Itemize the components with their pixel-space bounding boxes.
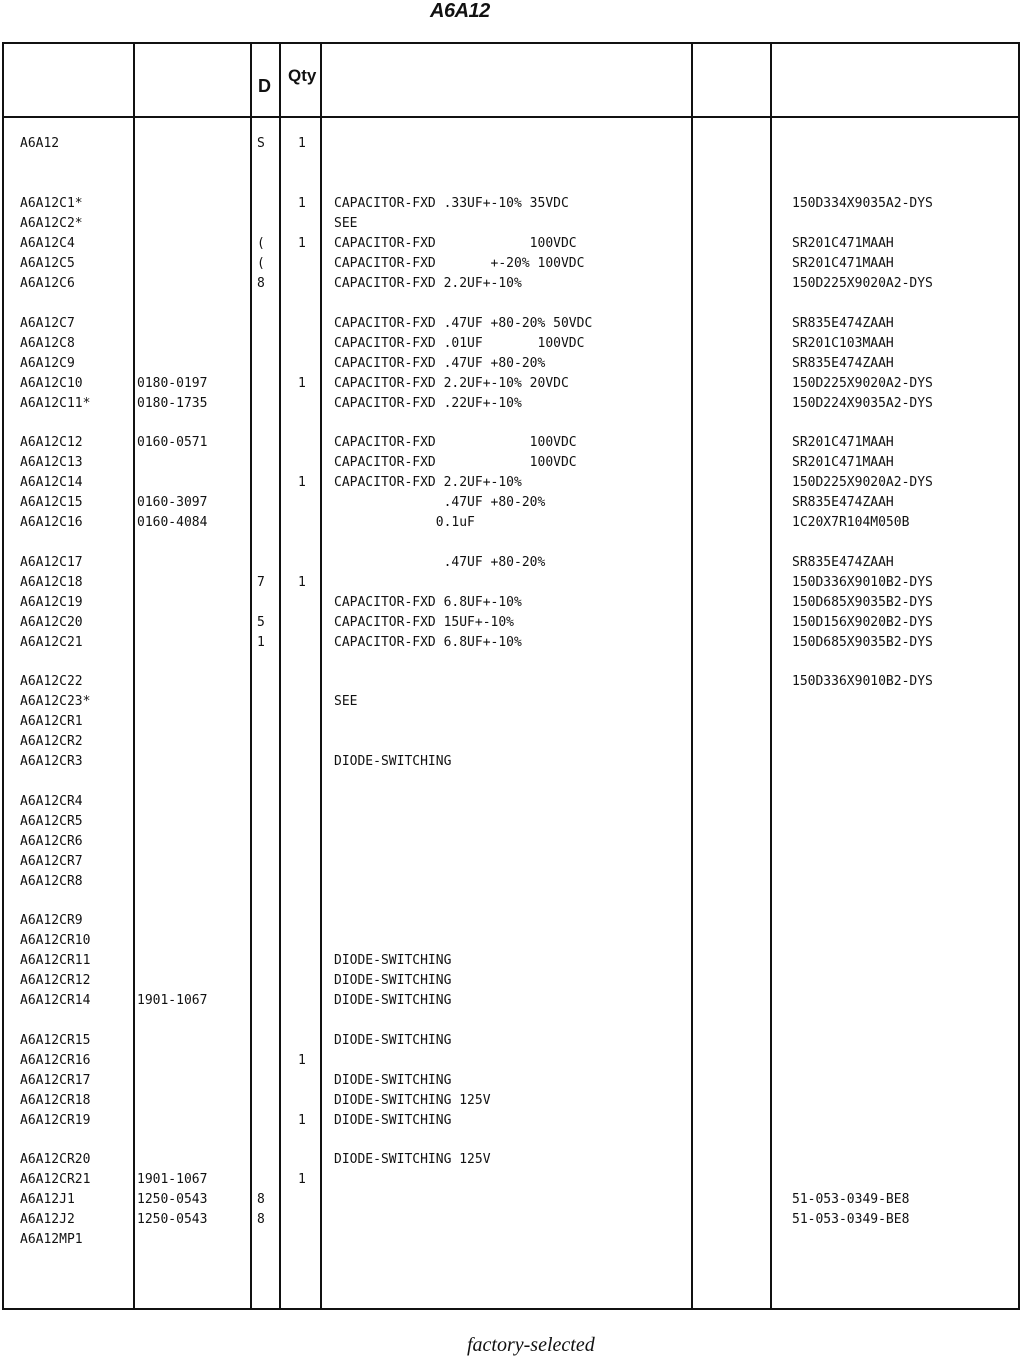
table-row [0,991,1022,1011]
cell-ref: A6A12C15 [20,495,83,510]
cell-ref: A6A12CR9 [20,913,83,928]
header-cd: D [258,76,271,96]
cell-ref: A6A12C2* [20,216,83,231]
cell-ref: A6A12C7 [20,316,75,331]
cell-cd: ( [257,236,265,251]
cell-cd: 8 [257,1212,265,1227]
cell-ref: A6A12C21 [20,635,83,650]
cell-ref: A6A12CR8 [20,874,83,889]
table-row [0,453,1022,473]
cell-part: 1901-1067 [137,993,208,1008]
cell-cd: 5 [257,615,265,630]
cell-mfr: 150D225X9020A2-DYS [792,276,933,291]
cell-qty: 1 [298,236,306,251]
cell-ref: A6A12MP1 [20,1232,83,1247]
cell-mfr: SR835E474ZAAH [792,356,894,371]
cell-mfr: 150D336X9010B2-DYS [792,674,933,689]
cell-ref: A6A12CR6 [20,834,83,849]
cell-ref: A6A12CR7 [20,854,83,869]
cell-part: 0160-3097 [137,495,208,510]
cell-desc: .47UF +80-20% [334,495,546,510]
cell-mfr: SR201C471MAAH [792,455,894,470]
cell-mfr: SR201C471MAAH [792,435,894,450]
cell-cd: 8 [257,1192,265,1207]
cell-mfr: 150D334X9035A2-DYS [792,196,933,211]
table-row [0,473,1022,493]
cell-ref: A6A12CR14 [20,993,91,1008]
cell-desc: CAPACITOR-FXD +-20% 100VDC [334,256,585,271]
table-row [0,613,1022,633]
cell-desc: CAPACITOR-FXD 6.8UF+-10% [334,635,522,650]
cell-desc: CAPACITOR-FXD 2.2UF+-10% [334,475,522,490]
cell-cd: 1 [257,635,265,650]
cell-desc: DIODE-SWITCHING 125V [334,1152,491,1167]
table-row [0,194,1022,214]
cell-qty: 1 [298,376,306,391]
table-row [0,593,1022,613]
cell-qty: 1 [298,1113,306,1128]
table-row [0,433,1022,453]
table-row [0,1091,1022,1111]
cell-mfr: 150D224X9035A2-DYS [792,396,933,411]
header-rule [2,116,1020,118]
cell-ref: A6A12C22 [20,674,83,689]
cell-part: 1250-0543 [137,1192,208,1207]
table-row [0,254,1022,274]
cell-ref: A6A12C13 [20,455,83,470]
table-bottom-rule [2,1308,1020,1310]
cell-mfr: 150D685X9035B2-DYS [792,635,933,650]
cell-qty: 1 [298,575,306,590]
cell-ref: A6A12CR20 [20,1152,91,1167]
cell-desc: SEE [334,216,358,231]
cell-qty: 1 [298,475,306,490]
table-row [0,134,1022,154]
table-row [0,872,1022,892]
cell-ref: A6A12CR12 [20,973,91,988]
cell-desc: CAPACITOR-FXD 100VDC [334,455,577,470]
table-row [0,1190,1022,1210]
cell-part: 1901-1067 [137,1172,208,1187]
cell-ref: A6A12C11* [20,396,91,411]
cell-cd: 7 [257,575,265,590]
table-row [0,1051,1022,1071]
header-qty: Qty [288,66,317,85]
table-row [0,852,1022,872]
cell-desc: DIODE-SWITCHING [334,953,452,968]
cell-part: 0180-0197 [137,376,208,391]
cell-mfr: SR835E474ZAAH [792,495,894,510]
table-row [0,812,1022,832]
table-row [0,1111,1022,1131]
cell-qty: 1 [298,1172,306,1187]
cell-qty: 1 [298,196,306,211]
table-row [0,394,1022,414]
cell-ref: A6A12CR15 [20,1033,91,1048]
table-row [0,732,1022,752]
cell-cd: 8 [257,276,265,291]
table-row [0,911,1022,931]
cell-ref: A6A12CR17 [20,1073,91,1088]
table-row [0,1071,1022,1091]
cell-ref: A6A12CR2 [20,734,83,749]
cell-mfr: SR835E474ZAAH [792,316,894,331]
cell-ref: A6A12C20 [20,615,83,630]
table-row [0,513,1022,533]
table-row [0,672,1022,692]
table-row [0,334,1022,354]
cell-desc: CAPACITOR-FXD .33UF+-10% 35VDC [334,196,569,211]
cell-ref: A6A12C6 [20,276,75,291]
cell-ref: A6A12C23* [20,694,91,709]
cell-mfr: 150D225X9020A2-DYS [792,376,933,391]
cell-ref: A6A12CR4 [20,794,83,809]
cell-ref: A6A12C1* [20,196,83,211]
cell-ref: A6A12CR11 [20,953,91,968]
cell-ref: A6A12C16 [20,515,83,530]
cell-mfr: 51-053-0349-BE8 [792,1212,910,1227]
cell-cd: S [257,136,265,151]
cell-mfr: 150D156X9020B2-DYS [792,615,933,630]
table-row [0,1150,1022,1170]
cell-qty: 1 [298,1053,306,1068]
cell-mfr: SR201C103MAAH [792,336,894,351]
cell-ref: A6A12 [20,136,60,151]
cell-mfr: 150D336X9010B2-DYS [792,575,933,590]
cell-ref: A6A12J2 [20,1212,75,1227]
cell-ref: A6A12C12 [20,435,83,450]
cell-desc: DIODE-SWITCHING [334,1073,452,1088]
cell-ref: A6A12CR1 [20,714,83,729]
cell-ref: A6A12CR3 [20,754,83,769]
table-row [0,274,1022,294]
cell-desc: DIODE-SWITCHING [334,1033,452,1048]
cell-ref: A6A12C19 [20,595,83,610]
cell-ref: A6A12CR16 [20,1053,91,1068]
cell-ref: A6A12CR5 [20,814,83,829]
cell-desc: CAPACITOR-FXD 6.8UF+-10% [334,595,522,610]
table-row [0,832,1022,852]
table-row [0,374,1022,394]
cell-part: 0160-0571 [137,435,208,450]
table-row [0,712,1022,732]
table-row [0,493,1022,513]
table-row [0,314,1022,334]
cell-desc: .47UF +80-20% [334,555,546,570]
table-row [0,1230,1022,1250]
cell-desc: DIODE-SWITCHING [334,1113,452,1128]
cell-ref: A6A12CR19 [20,1113,91,1128]
cell-desc: CAPACITOR-FXD .22UF+-10% [334,396,522,411]
cell-ref: A6A12CR18 [20,1093,91,1108]
table-row [0,1031,1022,1051]
cell-part: 0160-4084 [137,515,208,530]
table-row [0,633,1022,653]
table-row [0,553,1022,573]
table-row [0,234,1022,254]
table-row [0,354,1022,374]
cell-mfr: SR201C471MAAH [792,236,894,251]
cell-ref: A6A12C14 [20,475,83,490]
cell-ref: A6A12C17 [20,555,83,570]
cell-mfr: SR835E474ZAAH [792,555,894,570]
cell-ref: A6A12J1 [20,1192,75,1207]
cell-desc: 0.1uF [334,515,475,530]
cell-desc: DIODE-SWITCHING [334,973,452,988]
cell-part: 0180-1735 [137,396,208,411]
table-top-rule [2,42,1020,44]
table-row [0,931,1022,951]
cell-ref: A6A12CR10 [20,933,91,948]
cell-qty: 1 [298,136,306,151]
cell-ref: A6A12C5 [20,256,75,271]
cell-cd: ( [257,256,265,271]
cell-ref: A6A12C4 [20,236,75,251]
cell-desc: CAPACITOR-FXD 2.2UF+-10% [334,276,522,291]
table-row [0,692,1022,712]
cell-desc: CAPACITOR-FXD 100VDC [334,236,577,251]
cell-ref: A6A12C18 [20,575,83,590]
cell-ref: A6A12C10 [20,376,83,391]
cell-desc: DIODE-SWITCHING [334,993,452,1008]
cell-desc: CAPACITOR-FXD .47UF +80-20% [334,356,546,371]
table-row [0,971,1022,991]
cell-mfr: SR201C471MAAH [792,256,894,271]
table-row [0,1170,1022,1190]
cell-ref: A6A12C9 [20,356,75,371]
table-row [0,214,1022,234]
table-row [0,573,1022,593]
cell-desc: DIODE-SWITCHING [334,754,452,769]
cell-mfr: 150D225X9020A2-DYS [792,475,933,490]
cell-mfr: 51-053-0349-BE8 [792,1192,910,1207]
table-row [0,1210,1022,1230]
cell-desc: CAPACITOR-FXD 15UF+-10% [334,615,515,630]
table-row [0,752,1022,772]
cell-part: 1250-0543 [137,1212,208,1227]
cell-desc: CAPACITOR-FXD 100VDC [334,435,577,450]
cell-mfr: 1C20X7R104M050B [792,515,910,530]
table-row [0,792,1022,812]
cell-desc: DIODE-SWITCHING 125V [334,1093,491,1108]
footer-note: factory-selected [467,1334,595,1356]
cell-desc: SEE [334,694,358,709]
cell-mfr: 150D685X9035B2-DYS [792,595,933,610]
table-row [0,951,1022,971]
cell-desc: CAPACITOR-FXD .47UF +80-20% 50VDC [334,316,593,331]
cell-desc: CAPACITOR-FXD 2.2UF+-10% 20VDC [334,376,569,391]
cell-ref: A6A12CR21 [20,1172,91,1187]
page-title: A6A12 [430,0,490,22]
cell-desc: CAPACITOR-FXD .01UF 100VDC [334,336,585,351]
cell-ref: A6A12C8 [20,336,75,351]
